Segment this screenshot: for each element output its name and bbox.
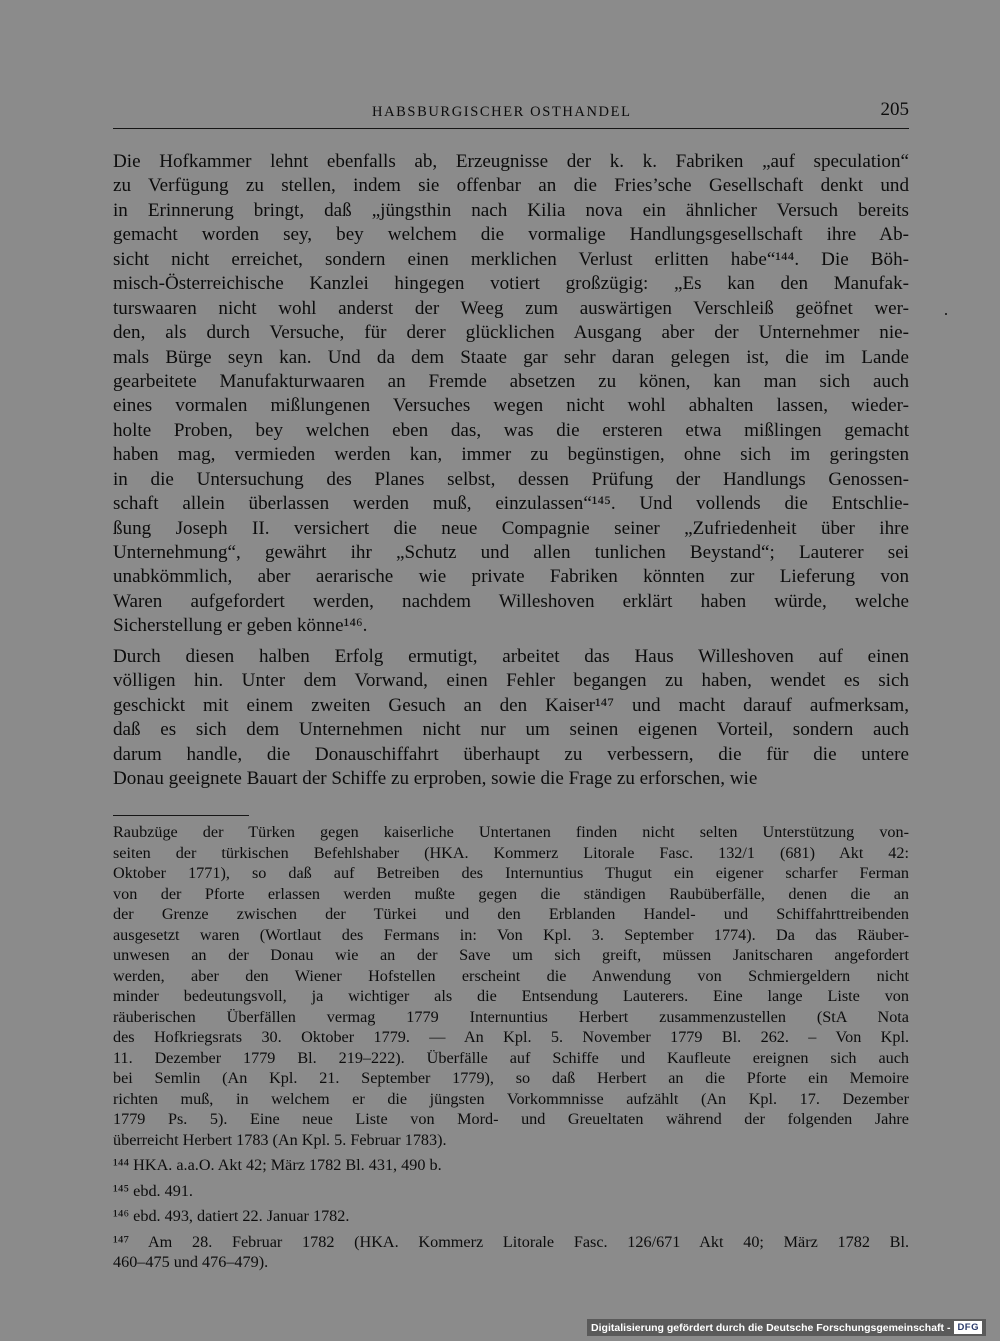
credit-text: Digitalisierung gefördert durch die Deutsche Forschungsgemeinschaft - [591, 1321, 951, 1334]
footnotes-block [113, 822, 909, 1273]
text-line: zu Verfügung zu stellen, indem sie offenbar an die Fries’sche Gesellschaft denkt und [113, 175, 909, 197]
footnote [113, 1232, 909, 1273]
text-line: räuberischen Überfällen vermag 1779 Internuntius Herbert zusammenzustellen (StA Nota [113, 1007, 909, 1026]
text-line: turswaaren nicht wohl anderst der Weeg zum auswärtigen Verschleiß geöfnet wer- [113, 297, 909, 319]
text-line: ¹⁴⁶ ebd. 493, datiert 22. Januar 1782. [113, 1207, 350, 1225]
text-line: ¹⁴⁵ ebd. 491. [113, 1181, 193, 1200]
running-header [113, 98, 909, 129]
text-line: 11. Dezember 1779 Bl. 219–222). Überfälle auf Schiffe und Kaufleute ereignen sich auch [113, 1048, 909, 1067]
text-line: eines vormalen mißlungenen Versuches wegen nicht wohl abhalten lassen, wieder- [113, 395, 909, 417]
main-text [113, 150, 909, 791]
text-line: ausgesetzt waren (Wortlaut des Fermans in: Von Kpl. 3. September 1774). Da das Räuber- [113, 925, 909, 944]
footnote-continuation [113, 822, 909, 1150]
footnote [113, 1181, 909, 1202]
text-line: ßung Joseph II. versichert die neue Compagnie seiner „Zufriedenheit über ihre [113, 517, 909, 539]
text-line: minder bedeutungsvoll, ja wichtiger als die Entsendung Lauterers. Eine lange Liste von [113, 987, 909, 1005]
margin-speck [945, 313, 947, 315]
text-line: richten muß, in welchem er die jüngsten Vorkommnisse aufzählt (An Kpl. 17. Dezember [113, 1089, 909, 1108]
text-line: Durch diesen halben Erfolg ermutigt, arbeitet das Haus Willeshoven auf einen [113, 645, 909, 667]
text-line: seiten der türkischen Befehlshaber (HKA. Kommerz Litorale Fasc. 132/1 (681) Akt 42: [113, 843, 909, 862]
digitization-credit [587, 1319, 986, 1336]
text-line: des Hofkriegsrats 30. Oktober 1779. — An Kpl. 5. November 1779 Bl. 262. – Von Kpl. [113, 1028, 909, 1046]
footnote-list [113, 1150, 909, 1273]
text-line: Donau geeignete Bauart der Schiffe zu erproben, sowie die Frage zu erforschen, wie [113, 767, 758, 789]
text-line: bei Semlin (An Kpl. 21. September 1779), so daß Herbert an die Pforte ein Memoire [113, 1069, 909, 1087]
text-line: geschickt mit einem zweiten Gesuch an den Kaiser¹⁴⁷ und macht darauf aufmerksam, [113, 694, 909, 716]
text-line: gemacht worden sey, bey welchem die vormalige Handlungsgesellschaft ihre Ab- [113, 224, 909, 246]
text-line: schaft allein überlassen werden muß, einzulassen“¹⁴⁵. Und vollends die Entschlie- [113, 493, 909, 515]
dfg-logo-icon: DFG [954, 1321, 982, 1334]
text-line: mals Bürge seyn kan. Und da dem Staate gar sehr daran gelegen ist, die im Lande [113, 346, 909, 368]
text-line: in Erinnerung bringt, daß „jüngsthin nach Kilia nova ein ähnlicher Versuch bereits [113, 199, 909, 221]
page-number: 205 [880, 99, 909, 120]
paragraph [113, 150, 909, 639]
text-line: misch-Österreichische Kanzlei hingegen votiert großzügig: „Es kan den Manufak- [113, 273, 909, 295]
text-line: sicht nicht erreichet, sondern einen merklichen Verlust erlitten habe“¹⁴⁴. Die Böh- [113, 248, 909, 270]
footnote [113, 1206, 909, 1227]
text-line: Unternehmung“, gewährt ihr „Schutz und allen tunlichen Beystand“; Lauterer sei [113, 542, 909, 563]
text-line: Sicherstellung er geben könne¹⁴⁶. [113, 615, 368, 637]
text-line: ¹⁴⁷ Am 28. Februar 1782 (HKA. Kommerz Litorale Fasc. 126/671 Akt 40; März 1782 Bl. [113, 1232, 909, 1251]
footnote-separator [113, 815, 249, 816]
text-line: den, als durch Versuche, für derer glücklichen Ausgang aber der Unternehmer nie- [113, 322, 909, 344]
text-line: holte Proben, bey welchen eben das, was die ersteren etwa mißlingen gemacht [113, 419, 909, 441]
text-line: Oktober 1771), so daß auf Betreiben des Internuntius Thugut ein eigener scharfer Ferman [113, 864, 909, 882]
text-line: gearbeitete Manufakturwaaren an Fremde absetzen zu könen, kan man sich auch [113, 370, 909, 392]
text-line: haben mag, vermieden werden kan, immer zu begünstigen, ohne sich im geringsten [113, 444, 909, 466]
text-line: überreicht Herbert 1783 (An Kpl. 5. Februar 1783). [113, 1130, 447, 1149]
text-line: Raubzüge der Türken gegen kaiserliche Untertanen finden nicht selten Unterstützung von- [113, 823, 909, 841]
text-line: darum handle, die Donauschiffahrt überhaupt zu verbessern, die für die untere [113, 743, 909, 765]
running-title: HABSBURGISCHER OSTHANDEL [372, 104, 632, 120]
text-line: 460–475 und 476–479). [113, 1253, 269, 1271]
text-line: in die Untersuchung des Planes selbst, dessen Prüfung der Handlungs Genossen- [113, 468, 909, 490]
text-line: der Grenze zwischen der Türkei und den Erblanden Handel- und Schiffahrttreibenden [113, 905, 909, 923]
text-line: von der Pforte erlassen werden mußte gegen die ständigen Raubüberfälle, denen die an [113, 884, 909, 903]
text-line: unwesen an der Donau wie an der Save um sich greift, müssen Janitscharen angefordert [113, 946, 909, 964]
text-line: Die Hofkammer lehnt ebenfalls ab, Erzeugnisse der k. k. Fabriken „auf speculation“ [113, 151, 909, 172]
text-line: völligen hin. Unter dem Vorwand, einen Fehler begangen zu haben, wendet es sich [113, 670, 909, 692]
text-line: Waren aufgefordert werden, nachdem Willeshoven erklärt haben würde, welche [113, 590, 909, 612]
footnote [113, 1155, 909, 1176]
text-line: daß es sich dem Unternehmen nicht nur um seinen eigenen Vorteil, sondern auch [113, 719, 909, 741]
paragraph [113, 645, 909, 792]
text-line: unabkömmlich, aber aerarische wie private Fabriken könnten zur Lieferung von [113, 566, 909, 588]
text-line: werden, aber den Wiener Hofstellen erscheint die Anwendung von Schmiergeldern nicht [113, 966, 909, 985]
text-line: 1779 Ps. 5). Eine neue Liste von Mord- und Greueltaten während der folgenden Jahre [113, 1110, 909, 1128]
text-line: ¹⁴⁴ HKA. a.a.O. Akt 42; März 1782 Bl. 431, 490 b. [113, 1156, 442, 1174]
